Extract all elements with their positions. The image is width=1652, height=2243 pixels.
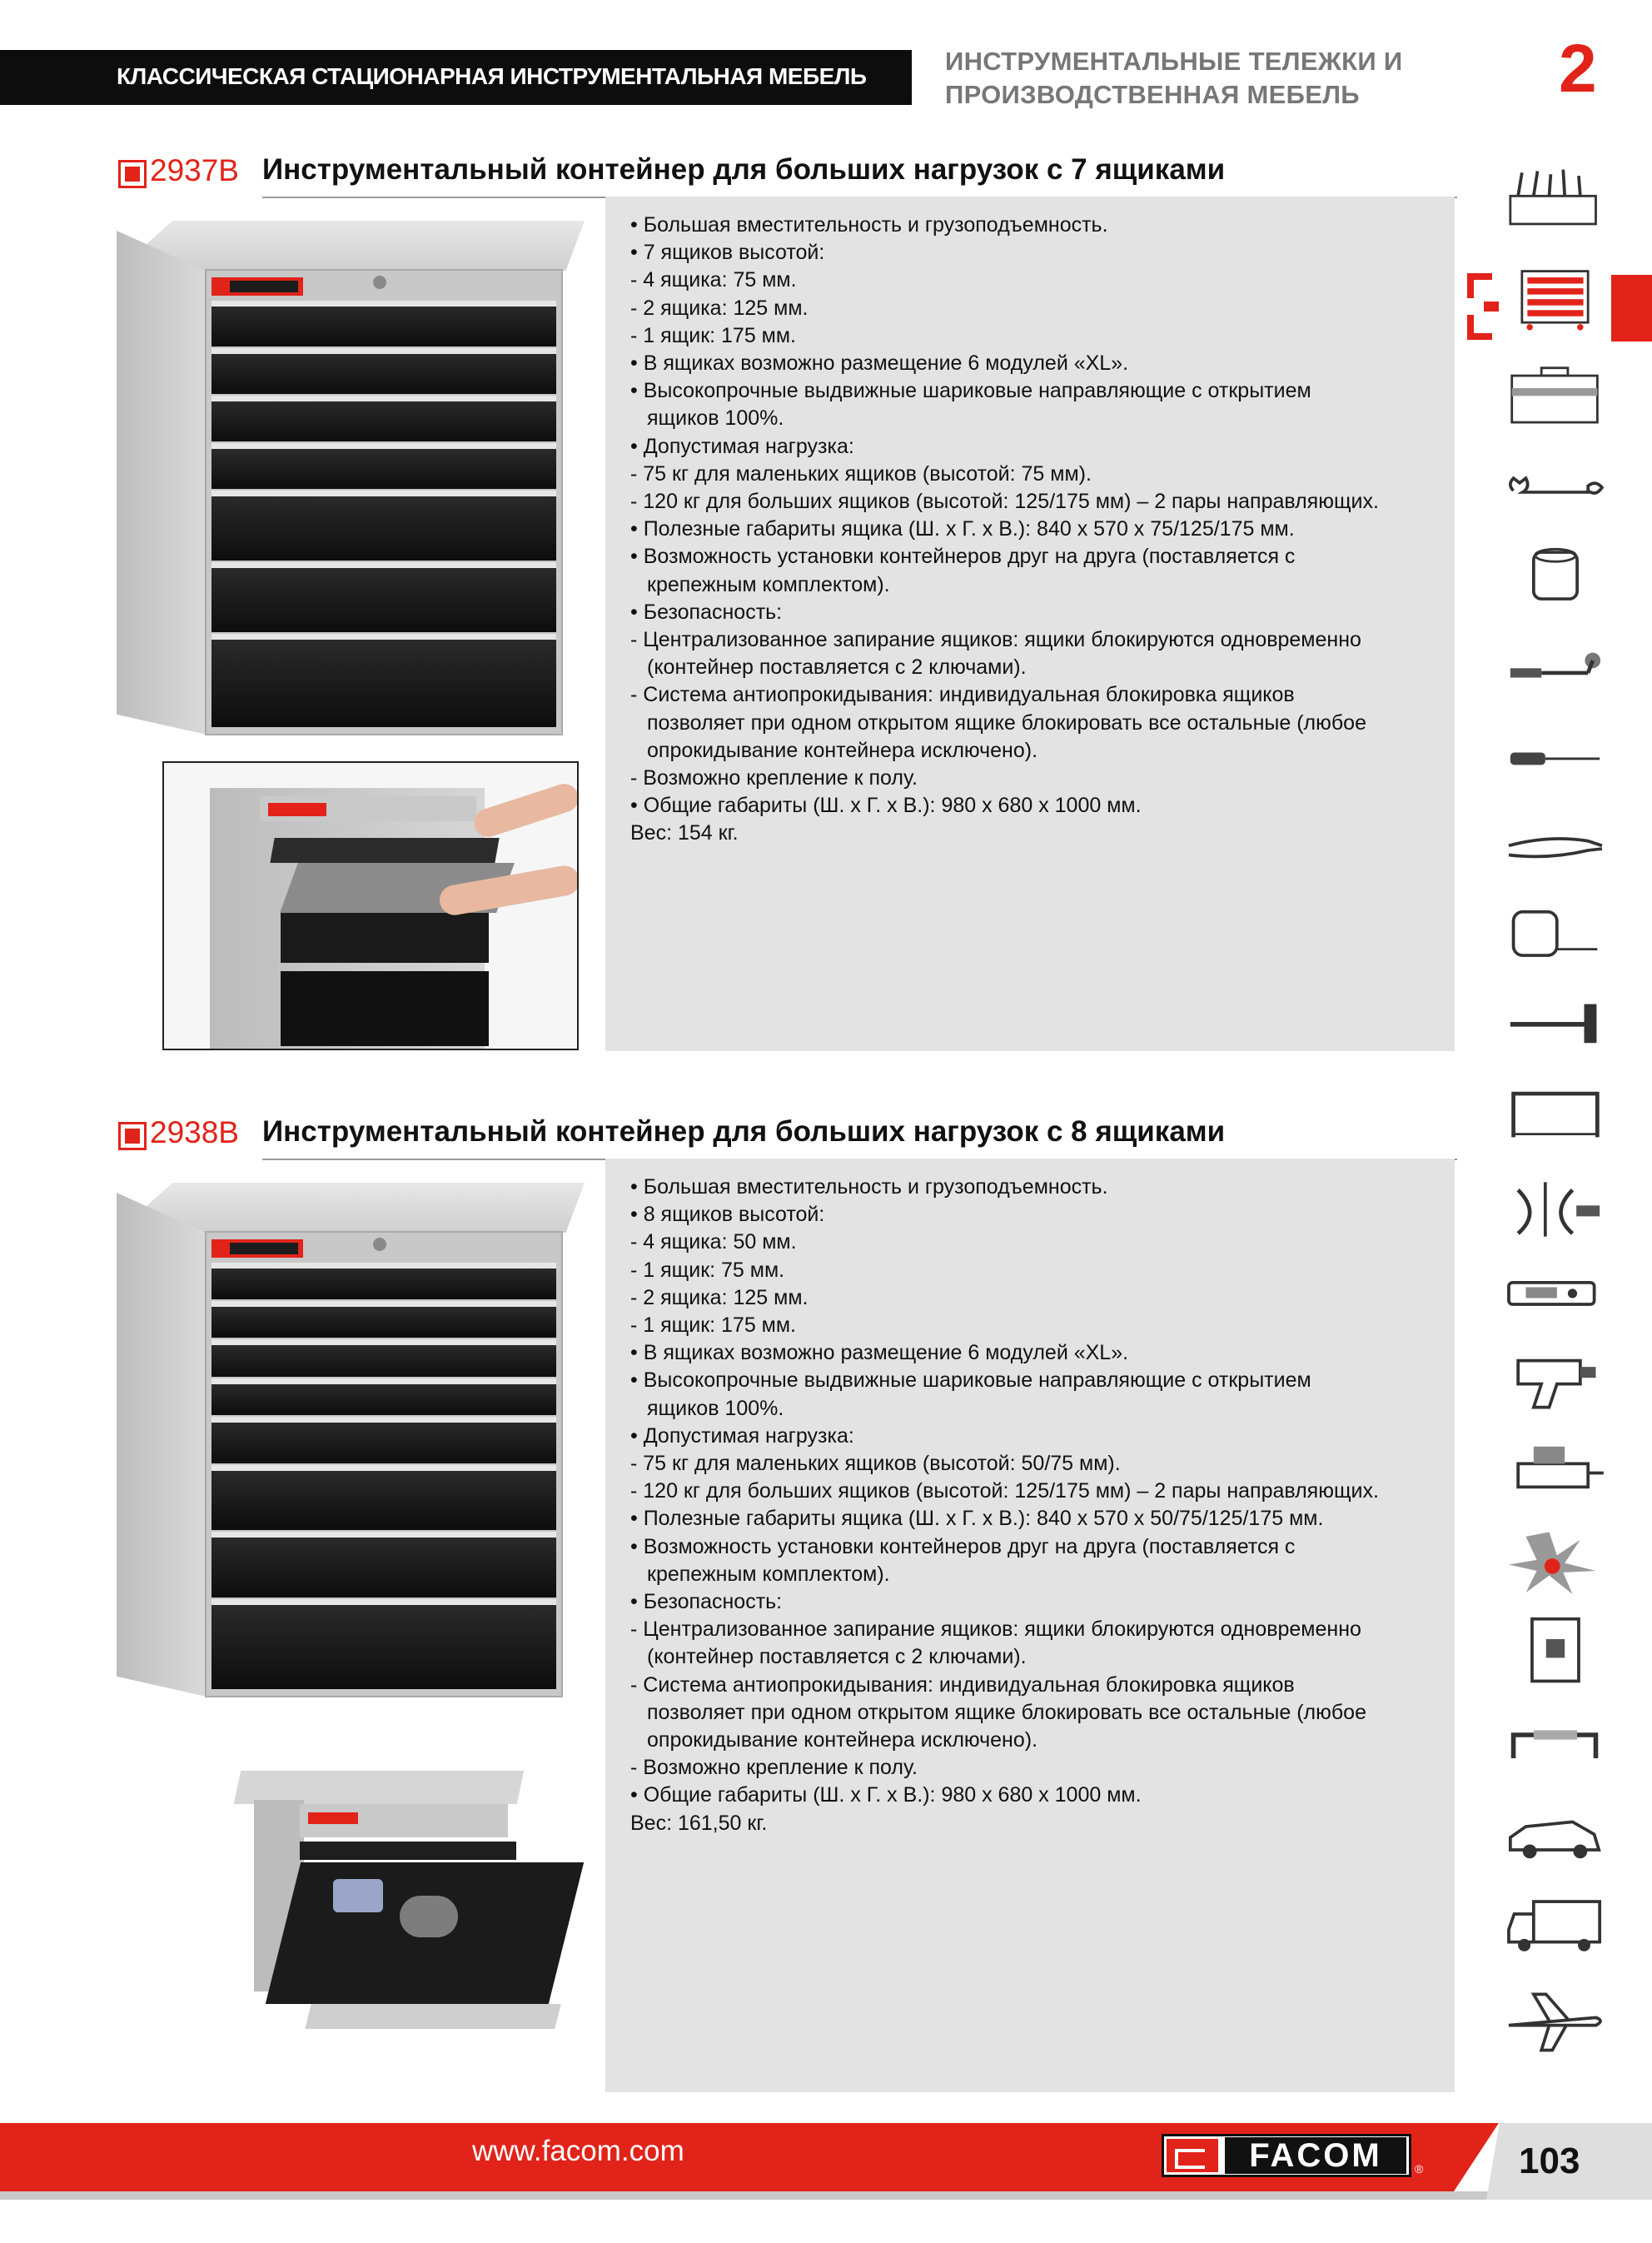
spec-line: • Большая вместительность и грузоподъемность.	[630, 213, 1108, 237]
cabinet-7-drawers-image	[117, 221, 585, 747]
spark-icon[interactable]	[1499, 1524, 1611, 1594]
spec-line: - 120 кг для больших ящиков (высотой: 125/175 мм) – 2 пары направляющих.	[630, 1479, 1379, 1503]
spec-line: • Высокопрочные выдвижные шариковые направляющие с открытием	[630, 1368, 1311, 1393]
spec-line: - Возможно крепление к полу.	[630, 766, 918, 790]
section-title: КЛАССИЧЕСКАЯ СТАЦИОНАРНАЯ ИНСТРУМЕНТАЛЬНАЯ МЕБЕЛЬ	[117, 63, 867, 89]
product-code: 2938B	[150, 1115, 239, 1149]
spec-line: - Система антиопрокидывания: индивидуальная блокировка ящиков	[630, 1672, 1295, 1697]
chapter-title-line1: ИНСТРУМЕНТАЛЬНЫЕ ТЕЛЕЖКИ И	[945, 47, 1403, 76]
spec-line: опрокидывание контейнера исключено).	[647, 1728, 1038, 1752]
selected-category-marker-icon	[1467, 273, 1499, 340]
drawer-front	[211, 1465, 556, 1531]
multimeter-icon[interactable]	[1499, 1258, 1611, 1328]
chapter-number: 2	[1559, 31, 1597, 107]
section-header-bar	[0, 50, 912, 105]
car-icon[interactable]	[1499, 1803, 1611, 1873]
facom-logo: FACOM ®	[1162, 2134, 1436, 2180]
open-drawer-photo	[162, 761, 579, 1050]
selected-category-tab	[1611, 275, 1652, 341]
spec-list	[605, 1159, 1455, 1837]
spec-line: - 4 ящика: 75 мм.	[630, 268, 797, 292]
product-heading-2937b	[117, 152, 1457, 198]
spec-line: ящиков 100%.	[647, 406, 784, 431]
spec-line: - 1 ящик: 175 мм.	[630, 1313, 796, 1338]
chapter-title	[945, 45, 1402, 112]
spec-line: - 1 ящик: 75 мм.	[630, 1258, 785, 1282]
spec-line: - 75 кг для маленьких ящиков (высотой: 50/75 мм).	[630, 1452, 1121, 1476]
footer-underline	[0, 2191, 1499, 2200]
spec-line: позволяет при одном открытом ящике блокировать все остальные (любое	[647, 710, 1366, 735]
tool-box-icon[interactable]	[1499, 165, 1611, 235]
product-description-panel-2937b	[605, 197, 1455, 1051]
spec-line: • В ящиках возможно размещение 6 модулей «XL».	[630, 351, 1129, 376]
airplane-icon[interactable]	[1499, 1986, 1611, 2056]
drawer-front	[211, 396, 556, 441]
ratchet-icon[interactable]	[1499, 637, 1611, 707]
spec-line: • Безопасность:	[630, 600, 783, 624]
spec-line: - 120 кг для больших ящиков (высотой: 125/175 мм) – 2 пары направляющих.	[630, 490, 1379, 514]
spec-line: крепежным комплектом).	[647, 1562, 890, 1586]
pliers-icon[interactable]	[1499, 815, 1611, 885]
brand-name: FACOM	[1225, 2137, 1406, 2174]
spec-line: (контейнер поставляется с 2 ключами).	[647, 655, 1027, 680]
spec-line: - 2 ящика: 125 мм.	[630, 296, 809, 320]
drawer-front	[211, 562, 556, 632]
roller-cabinet-icon[interactable]	[1499, 267, 1611, 336]
spec-line: • Допустимая нагрузка:	[630, 434, 854, 458]
vise-icon[interactable]	[1499, 1433, 1611, 1503]
spec-line: - Возможно крепление к полу.	[630, 1756, 918, 1780]
puller-icon[interactable]	[1499, 1174, 1611, 1244]
spec-line: • Возможность установки контейнеров друг на друга (поставляется с	[630, 545, 1296, 569]
spec-list	[605, 197, 1455, 848]
spec-line: • Допустимая нагрузка:	[630, 1423, 854, 1448]
hacksaw-icon[interactable]	[1499, 1083, 1611, 1153]
spec-line: • Полезные габариты ящика (Ш. x Г. x В.): 840 x 570 x 50/75/125/175 мм.	[630, 1507, 1324, 1531]
drawer-front	[211, 301, 556, 346]
spec-line: - 2 ящика: 125 мм.	[630, 1285, 809, 1309]
spec-line: • Общие габариты (Ш. x Г. x В.): 980 x 680 x 1000 мм.	[630, 1783, 1142, 1807]
screwdriver-icon[interactable]	[1499, 723, 1611, 793]
spec-line: • 8 ящиков высотой:	[630, 1203, 825, 1227]
truck-icon[interactable]	[1499, 1891, 1611, 1961]
product-description-panel-2938b	[605, 1159, 1455, 2092]
spec-line: • Возможность установки контейнеров друг на друга (поставляется с	[630, 1534, 1296, 1558]
drawer-front	[211, 491, 556, 561]
cabinet-8-drawers-image	[117, 1183, 585, 1709]
spec-line: позволяет при одном открытом ящике блокировать все остальные (любое	[647, 1700, 1366, 1724]
product-code: 2937B	[150, 153, 239, 187]
drawer-front	[211, 634, 556, 727]
tape-measure-icon[interactable]	[1499, 898, 1611, 968]
drawer-front	[211, 1263, 556, 1299]
page-number: 103	[1519, 2141, 1580, 2181]
website-link[interactable]: www.facom.com	[472, 2135, 684, 2167]
tool-chest-icon[interactable]	[1499, 365, 1611, 435]
drawer-contents-photo	[233, 1754, 587, 2083]
drawer-front	[211, 1301, 556, 1338]
socket-icon[interactable]	[1499, 541, 1611, 611]
spec-line: Вес: 154 кг.	[630, 821, 739, 845]
facom-mark-icon	[1167, 2139, 1218, 2172]
spec-line: - Система антиопрокидывания: индивидуальная блокировка ящиков	[630, 683, 1295, 707]
product-heading-2938b	[117, 1114, 1457, 1160]
drawer-front	[211, 1417, 556, 1463]
spec-line: • Большая вместительность и грузоподъемность.	[630, 1175, 1108, 1199]
spec-line: - Централизованное запирание ящиков: ящики блокируются одновременно	[630, 1617, 1361, 1642]
spec-line: крепежным комплектом).	[647, 572, 890, 596]
product-title: Инструментальный контейнер для больших нагрузок с 8 ящиками	[262, 1115, 1226, 1148]
impact-wrench-icon[interactable]	[1499, 1345, 1611, 1415]
hammer-icon[interactable]	[1499, 987, 1611, 1057]
spec-line: опрокидывание контейнера исключено).	[647, 738, 1038, 762]
spec-line: - 4 ящика: 50 мм.	[630, 1230, 797, 1254]
spec-line: • Безопасность:	[630, 1590, 783, 1614]
product-bullet-icon	[118, 160, 147, 188]
spec-line: • Полезные габариты ящика (Ш. x Г. x В.): 840 x 570 x 75/125/175 мм.	[630, 517, 1295, 541]
spec-line: (контейнер поставляется с 2 ключами).	[647, 1645, 1027, 1669]
wrench-icon[interactable]	[1499, 456, 1611, 526]
spec-line: • Высокопрочные выдвижные шариковые направляющие с открытием	[630, 379, 1311, 403]
drawer-front	[211, 1339, 556, 1376]
product-bullet-icon	[118, 1122, 147, 1150]
spec-line: - 1 ящик: 175 мм.	[630, 323, 796, 347]
spec-line: - Централизованное запирание ящиков: ящики блокируются одновременно	[630, 628, 1361, 652]
product-title: Инструментальный контейнер для больших нагрузок с 7 ящиками	[262, 153, 1226, 186]
drawer-front	[211, 1378, 556, 1415]
drawer-front	[211, 348, 556, 394]
spec-line: • 7 ящиков высотой:	[630, 241, 825, 265]
spec-line: • Общие габариты (Ш. x Г. x В.): 980 x 680 x 1000 мм.	[630, 794, 1142, 818]
drawer-front	[211, 1532, 556, 1598]
handle-icon[interactable]	[1499, 1712, 1611, 1782]
spec-line: Вес: 161,50 кг.	[630, 1811, 768, 1835]
chapter-title-line2: ПРОИЗВОДСТВЕННАЯ МЕБЕЛЬ	[945, 80, 1360, 109]
drawer-front	[211, 1599, 556, 1689]
circuit-breaker-icon[interactable]	[1499, 1616, 1611, 1686]
spec-line: ящиков 100%.	[647, 1396, 784, 1420]
spec-line: - 75 кг для маленьких ящиков (высотой: 75 мм).	[630, 461, 1092, 486]
drawer-front	[211, 443, 556, 489]
spec-line: • В ящиках возможно размещение 6 модулей «XL».	[630, 1341, 1129, 1365]
